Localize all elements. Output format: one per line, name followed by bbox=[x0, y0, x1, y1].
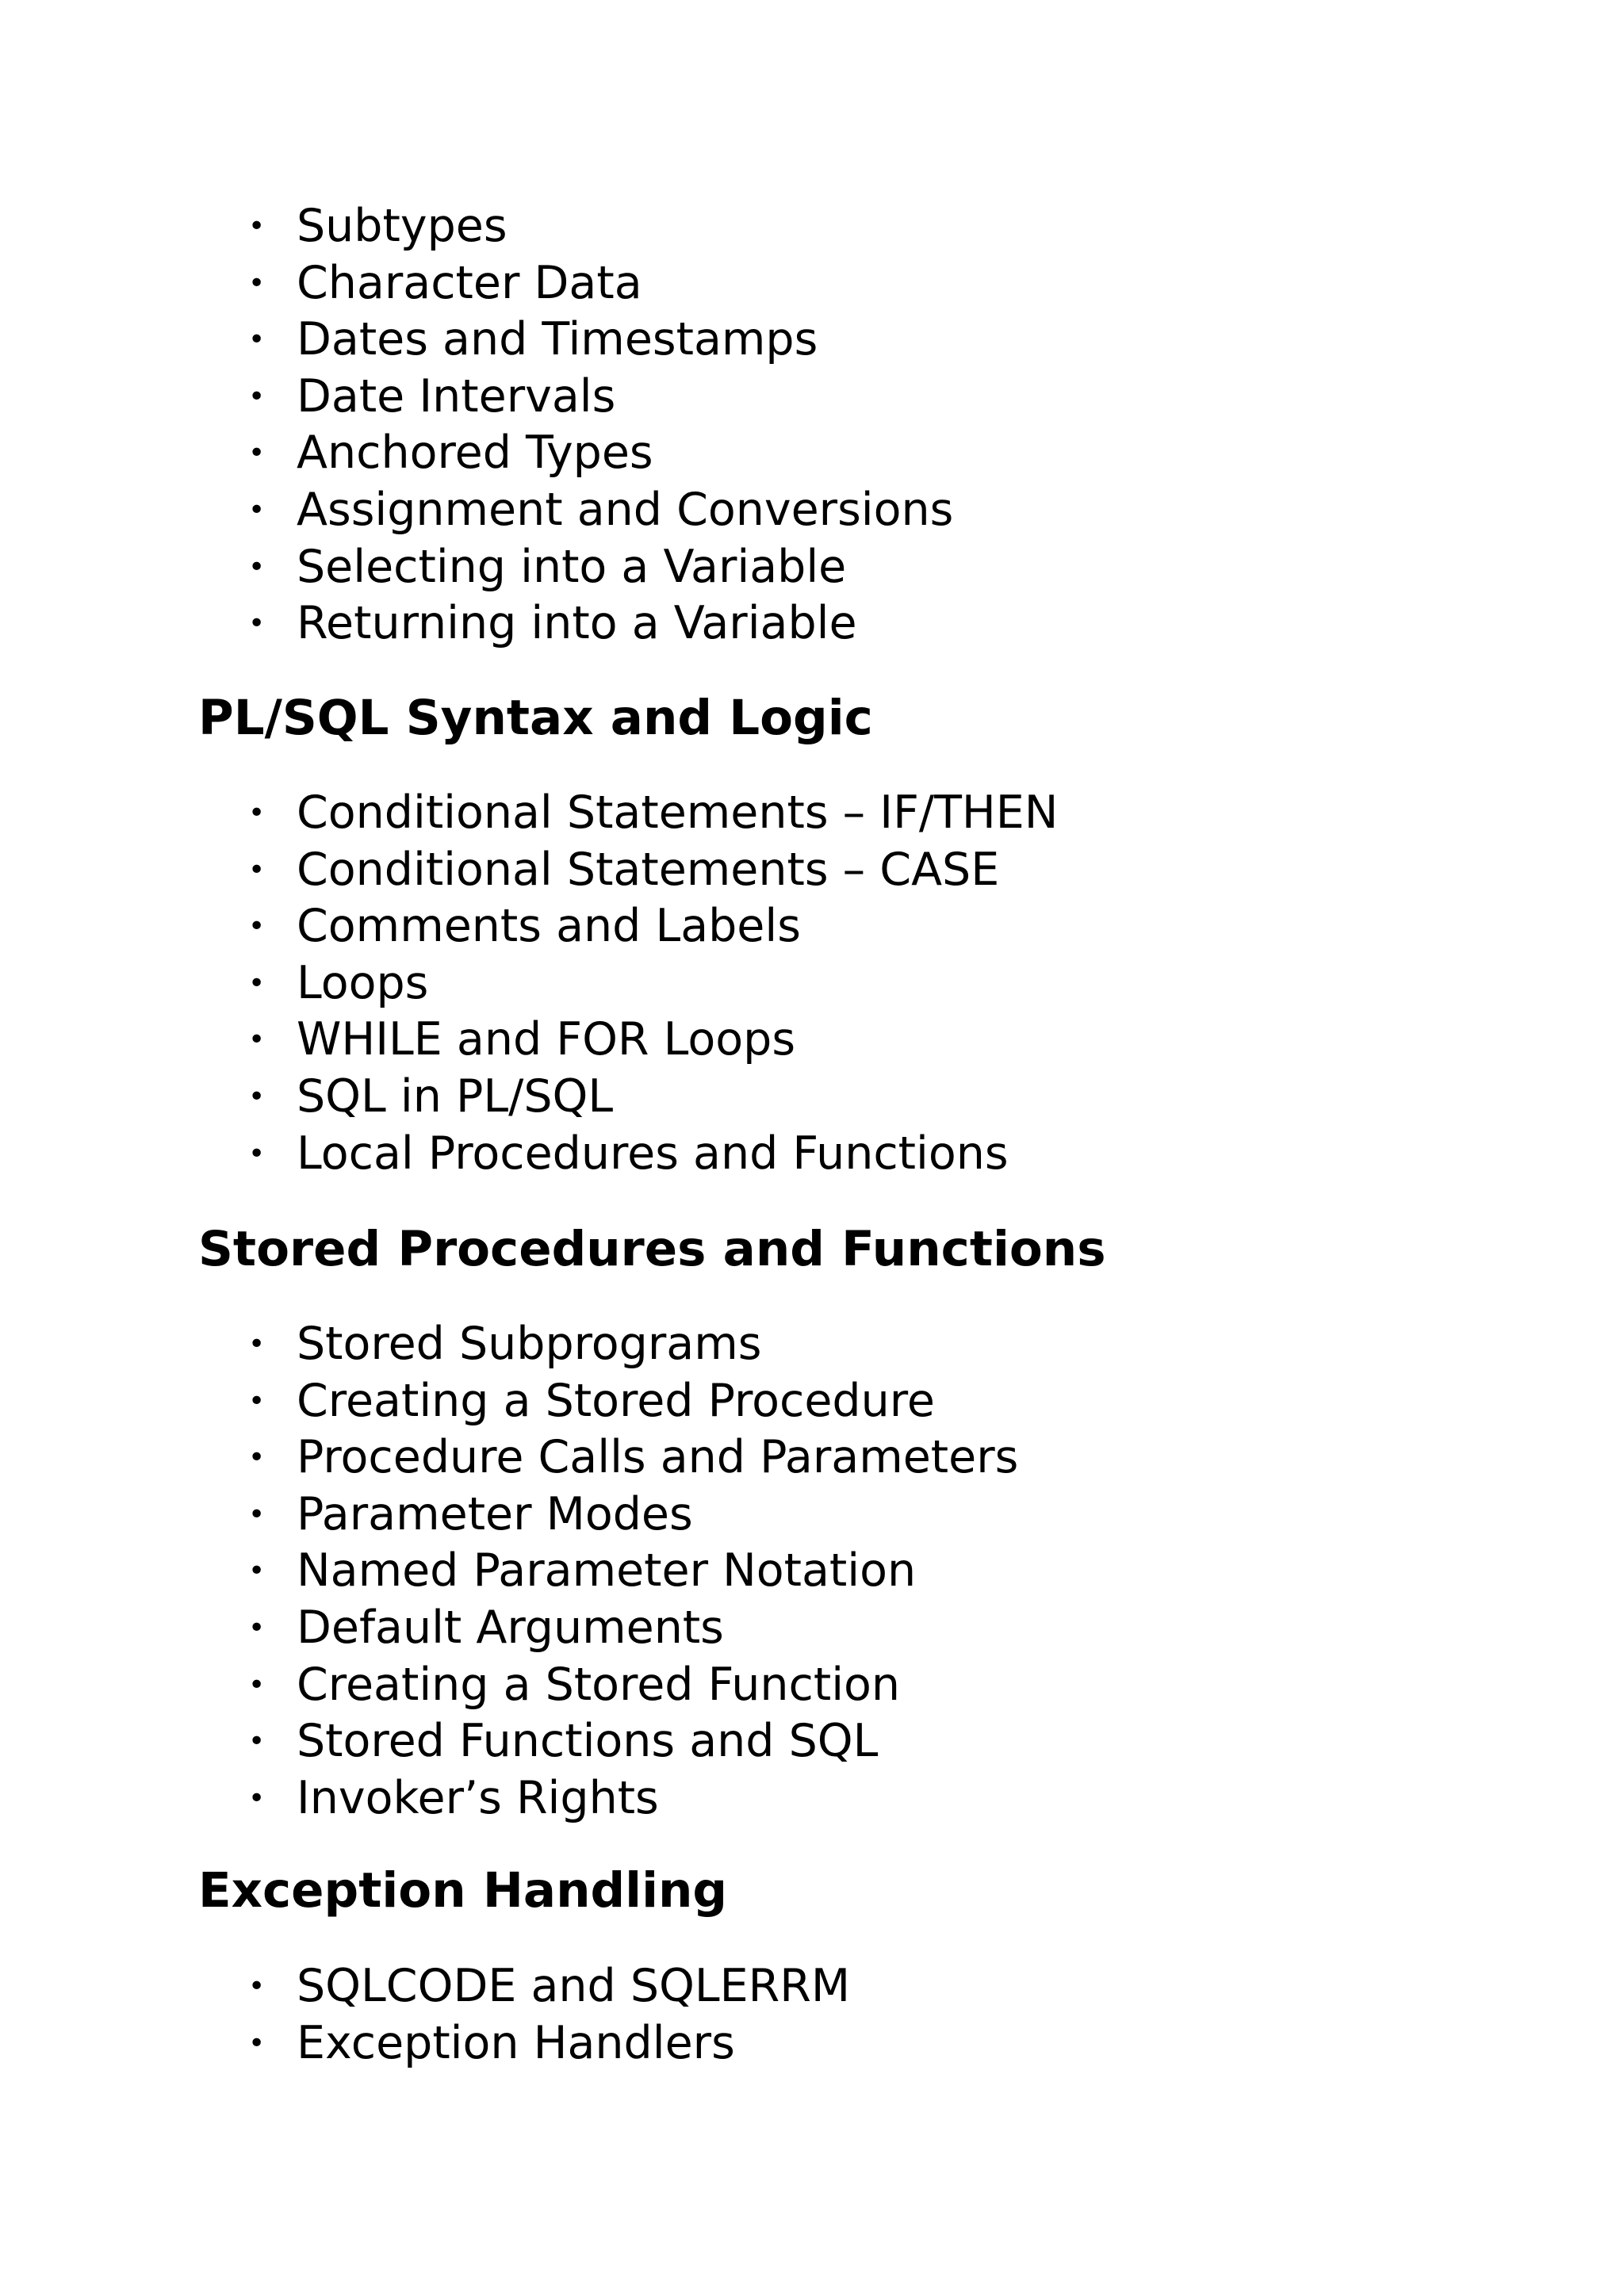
bullet-icon: • bbox=[248, 1611, 266, 1644]
bullet-icon: • bbox=[248, 797, 266, 829]
bullet-icon: • bbox=[248, 607, 266, 641]
list-item-text: Exception Handlers bbox=[297, 2016, 735, 2069]
bullet-icon: • bbox=[248, 1080, 266, 1113]
list-item-text: Local Procedures and Functions bbox=[297, 1127, 1009, 1180]
list-item-text: Stored Functions and SQL bbox=[297, 1715, 879, 1768]
bullet-icon: • bbox=[248, 1498, 266, 1531]
list-item-text: Conditional Statements – IF/THEN bbox=[297, 786, 1059, 839]
list-item-text: Conditional Statements – CASE bbox=[297, 843, 1000, 896]
list-item-text: Assignment and Conversions bbox=[297, 483, 954, 536]
bullet-icon: • bbox=[248, 210, 266, 243]
bullet-icon: • bbox=[248, 910, 266, 943]
list-item-text: Date Intervals bbox=[297, 369, 616, 423]
list-item-text: Default Arguments bbox=[297, 1601, 724, 1654]
list-item-text: Returning into a Variable bbox=[297, 597, 857, 650]
list-item-text: Dates and Timestamps bbox=[297, 313, 818, 366]
list-item-text: Stored Subprograms bbox=[297, 1318, 762, 1370]
list-item-text: SQLCODE and SQLERRM bbox=[297, 1960, 851, 2012]
section-heading: Stored Procedures and Functions bbox=[198, 1221, 1106, 1277]
bullet-icon: • bbox=[248, 323, 266, 357]
bullet-icon: • bbox=[248, 1328, 266, 1360]
list-item-text: Parameter Modes bbox=[297, 1487, 693, 1540]
bullet-icon: • bbox=[248, 1781, 266, 1815]
bullet-icon: • bbox=[248, 266, 266, 300]
bullet-icon: • bbox=[248, 437, 266, 470]
bullet-icon: • bbox=[248, 2026, 266, 2060]
bullet-icon: • bbox=[248, 1441, 266, 1475]
bullet-icon: • bbox=[248, 853, 266, 886]
bullet-icon: • bbox=[248, 1668, 266, 1701]
list-item-text: Anchored Types bbox=[297, 427, 653, 480]
list-item-text: Creating a Stored Function bbox=[297, 1658, 901, 1711]
list-item-text: Procedure Calls and Parameters bbox=[297, 1431, 1019, 1484]
bullet-icon: • bbox=[248, 493, 266, 526]
list-item-text: Named Parameter Notation bbox=[297, 1544, 917, 1598]
bullet-icon: • bbox=[248, 1137, 266, 1170]
bullet-icon: • bbox=[248, 1555, 266, 1588]
list-item-text: Subtypes bbox=[297, 200, 508, 252]
list-item-text: Comments and Labels bbox=[297, 900, 801, 953]
list-item-text: Invoker’s Rights bbox=[297, 1771, 659, 1824]
bullet-icon: • bbox=[248, 380, 266, 413]
list-item-text: Character Data bbox=[297, 256, 642, 309]
list-item-text: Creating a Stored Procedure bbox=[297, 1374, 935, 1427]
bullet-icon: • bbox=[248, 1970, 266, 2003]
bullet-icon: • bbox=[248, 1384, 266, 1418]
bullet-icon: • bbox=[248, 966, 266, 1000]
section-heading: PL/SQL Syntax and Logic bbox=[198, 690, 873, 746]
list-item-text: SQL in PL/SQL bbox=[297, 1070, 614, 1123]
bullet-icon: • bbox=[248, 1725, 266, 1758]
bullet-icon: • bbox=[248, 1024, 266, 1057]
list-item-text: WHILE and FOR Loops bbox=[297, 1013, 796, 1066]
list-item-text: Selecting into a Variable bbox=[297, 540, 847, 593]
section-heading: Exception Handling bbox=[198, 1862, 728, 1919]
bullet-icon: • bbox=[248, 550, 266, 584]
list-item-text: Loops bbox=[297, 956, 429, 1009]
